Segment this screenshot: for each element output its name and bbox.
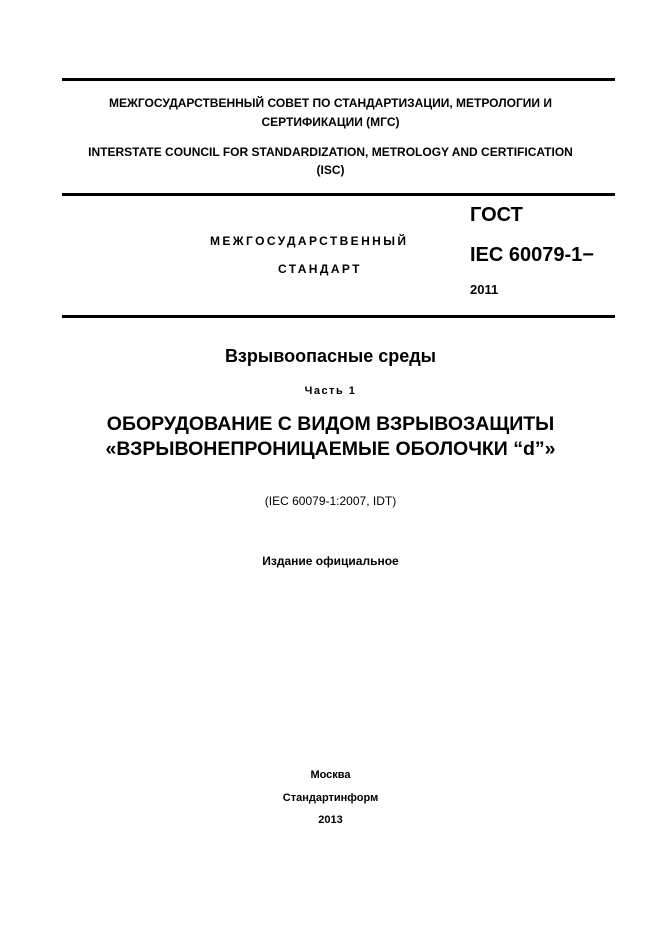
standard-rule [62, 315, 615, 318]
gost-label: ГОСТ [470, 204, 523, 226]
standard-number: IEC 60079-1− [470, 244, 594, 266]
imprint-city: Москва [310, 769, 351, 781]
council-en-line2: (ISC) [316, 163, 345, 177]
standard-type-line1: МЕЖГОСУДАРСТВЕННЫЙ [210, 234, 409, 248]
imprint-publisher: Стандартинформ [282, 792, 379, 804]
imprint-year: 2013 [318, 814, 343, 826]
standard-year: 2011 [470, 282, 499, 297]
council-ru-line1: МЕЖГОСУДАРСТВЕННЫЙ СОВЕТ ПО СТАНДАРТИЗАЦИИ, МЕТРОЛОГИИ И [109, 96, 552, 110]
edition-label: Издание официальное [262, 554, 399, 568]
document-title: Взрывоопасные среды [224, 346, 437, 366]
subtitle-line2: «ВЗРЫВОНЕПРОНИЦАЕМЫЕ ОБОЛОЧКИ “d”» [105, 438, 556, 460]
document-part: Часть 1 [304, 385, 357, 397]
top-rule [62, 78, 615, 81]
council-ru-line2: СЕРТИФИКАЦИИ (МГС) [261, 115, 400, 129]
iec-reference: (IEC 60079-1:2007, IDT) [264, 494, 397, 508]
council-en-line1: INTERSTATE COUNCIL FOR STANDARDIZATION, METROLOGY AND CERTIFICATION [88, 145, 573, 159]
subtitle-line1: ОБОРУДОВАНИЕ С ВИДОМ ВЗРЫВОЗАЩИТЫ [106, 413, 555, 435]
standard-type-line2: СТАНДАРТ [278, 262, 362, 276]
header-rule [62, 193, 615, 196]
